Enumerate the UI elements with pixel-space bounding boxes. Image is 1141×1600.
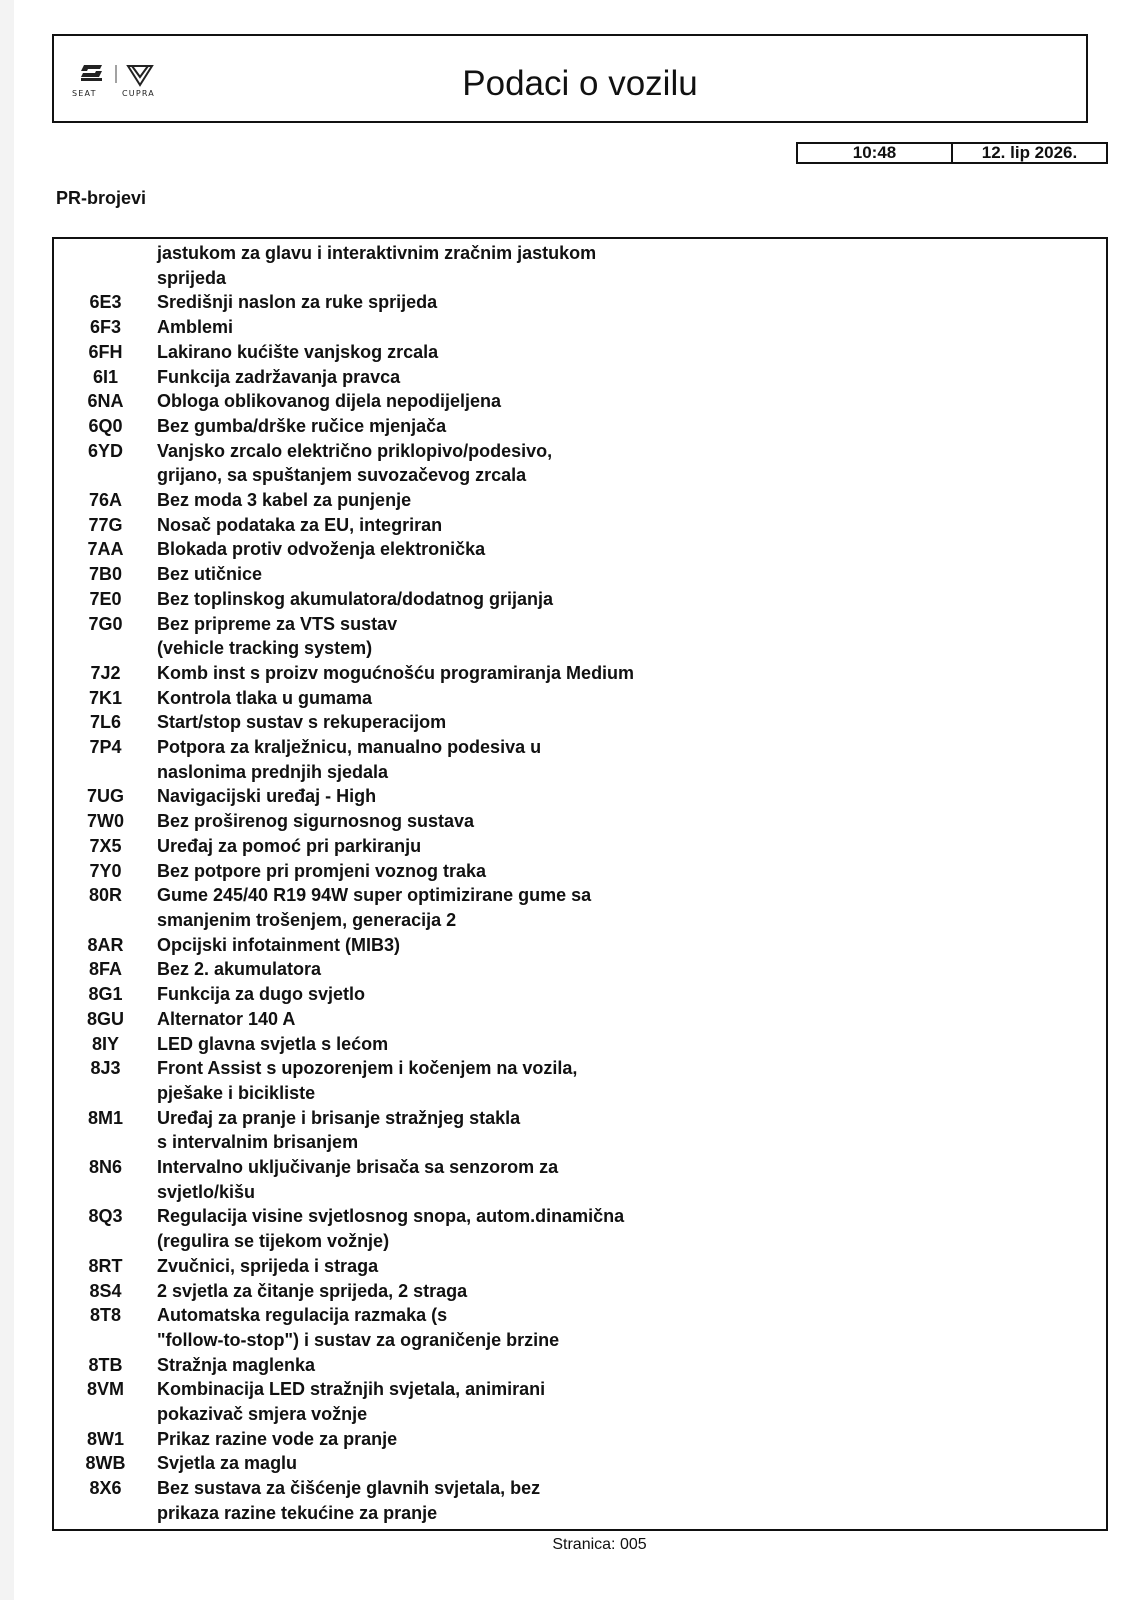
pr-description bbox=[157, 1279, 467, 1304]
description-line: Funkcija za dugo svjetlo bbox=[157, 984, 366, 1005]
description-line: Svjetla za maglu bbox=[157, 1453, 298, 1474]
table-row bbox=[54, 1254, 1106, 1279]
table-row bbox=[54, 1032, 1106, 1057]
table-row bbox=[54, 414, 1106, 439]
pr-description bbox=[157, 686, 372, 711]
description-line: Nosač podataka za EU, integriran bbox=[157, 514, 443, 535]
pr-code: 8GU bbox=[86, 1008, 124, 1029]
document-page bbox=[14, 0, 1141, 1600]
pr-code bbox=[54, 241, 157, 290]
description-line: (vehicle tracking system) bbox=[157, 638, 373, 659]
pr-code: 7K1 bbox=[88, 687, 123, 708]
pr-description bbox=[157, 957, 321, 982]
table-row bbox=[54, 859, 1106, 884]
pr-code: 8S4 bbox=[89, 1280, 122, 1301]
pr-code: 7AA bbox=[87, 539, 124, 560]
description-line: Amblemi bbox=[157, 317, 234, 338]
description-line: jastukom za glavu i interaktivnim zračnim jastukom bbox=[157, 243, 597, 263]
pr-code: 7UG bbox=[86, 786, 124, 807]
description-line: s intervalnim brisanjem bbox=[157, 1132, 359, 1153]
description-line: Bez utičnice bbox=[157, 564, 263, 585]
pr-description bbox=[157, 933, 400, 958]
pr-code: 8IY bbox=[91, 1033, 120, 1054]
table-row bbox=[54, 241, 1106, 290]
pr-code: 8FA bbox=[88, 959, 122, 980]
pr-code: 8X6 bbox=[89, 1478, 122, 1499]
description-line: Uređaj za pomoć pri parkiranju bbox=[157, 835, 422, 856]
description-line: Regulacija visine svjetlosnog snopa, autom.dinamična bbox=[157, 1206, 625, 1227]
pr-code: 7J2 bbox=[90, 662, 121, 683]
pr-code: 6F3 bbox=[89, 317, 122, 338]
table-row bbox=[54, 389, 1106, 414]
table-row bbox=[54, 710, 1106, 735]
date-value: 12. lip 2026. bbox=[981, 143, 1078, 162]
page-title: Podaci o vozilu bbox=[462, 64, 698, 103]
table-row bbox=[54, 439, 1106, 488]
pr-code: 8N6 bbox=[88, 1157, 123, 1178]
description-line: Bez moda 3 kabel za punjenje bbox=[157, 490, 412, 511]
description-line: Bez toplinskog akumulatora/dodatnog grijanja bbox=[157, 588, 554, 609]
pr-code: 8W1 bbox=[86, 1428, 124, 1449]
pr-code: 7P4 bbox=[89, 737, 122, 758]
pr-description bbox=[157, 315, 233, 340]
table-row bbox=[54, 982, 1106, 1007]
pr-description bbox=[157, 982, 365, 1007]
pr-code: 76A bbox=[88, 490, 123, 511]
section-label: PR-brojevi bbox=[56, 188, 147, 208]
seat-logo-text: SEAT bbox=[72, 89, 97, 98]
pr-description bbox=[157, 290, 437, 315]
table-row bbox=[54, 1353, 1106, 1378]
pr-description bbox=[157, 1032, 388, 1057]
table-row bbox=[54, 933, 1106, 958]
description-line: pokazivač smjera vožnje bbox=[157, 1404, 368, 1425]
pr-code: 8T8 bbox=[89, 1305, 122, 1326]
pr-code: 77G bbox=[88, 514, 123, 535]
description-line: Bez potpore pri promjeni voznog traka bbox=[157, 860, 487, 881]
description-line: Uređaj za pranje i brisanje stražnjeg stakla bbox=[157, 1107, 521, 1128]
description-line: sprijeda bbox=[157, 267, 227, 288]
pr-code: 7B0 bbox=[88, 564, 123, 585]
table-row bbox=[54, 513, 1106, 538]
pr-code: 6Q0 bbox=[88, 415, 123, 436]
description-line: naslonima prednjih sjedala bbox=[157, 761, 389, 782]
table-row bbox=[54, 587, 1106, 612]
description-line: LED glavna svjetla s lećom bbox=[157, 1033, 389, 1054]
table-row bbox=[54, 612, 1106, 661]
table-row bbox=[54, 784, 1106, 809]
description-line: pješake i bicikliste bbox=[157, 1082, 316, 1103]
table-row bbox=[54, 315, 1106, 340]
pr-code: 80R bbox=[88, 885, 123, 906]
description-line: Front Assist s upozorenjem i kočenjem na vozila, bbox=[157, 1058, 578, 1079]
pr-description bbox=[157, 661, 634, 686]
pr-code: 7Y0 bbox=[89, 860, 122, 881]
description-line: Blokada protiv odvoženja elektronička bbox=[157, 539, 486, 560]
description-line: Stražnja maglenka bbox=[157, 1354, 316, 1375]
description-line: Intervalno uključivanje brisača sa senzorom za bbox=[157, 1157, 559, 1178]
table-row bbox=[54, 957, 1106, 982]
pr-description bbox=[157, 562, 262, 587]
pr-description bbox=[157, 414, 446, 439]
description-line: Bez pripreme za VTS sustav bbox=[157, 613, 398, 634]
pr-description bbox=[157, 587, 553, 612]
pr-description bbox=[157, 1106, 520, 1155]
table-row bbox=[54, 735, 1106, 784]
pr-code: 8AR bbox=[87, 934, 124, 955]
description-line: Bez proširenog sigurnosnog sustava bbox=[157, 811, 475, 832]
table-row bbox=[54, 834, 1106, 859]
pr-description bbox=[157, 859, 486, 884]
pr-code: 8Q3 bbox=[88, 1206, 123, 1227]
pr-description bbox=[157, 834, 421, 859]
pr-description bbox=[157, 1476, 540, 1525]
pr-description bbox=[157, 488, 411, 513]
table-row bbox=[54, 537, 1106, 562]
pr-code: 7L6 bbox=[89, 712, 122, 733]
pr-description bbox=[157, 241, 596, 290]
description-line: (regulira se tijekom vožnje) bbox=[157, 1231, 390, 1252]
table-row bbox=[54, 1303, 1106, 1352]
pr-code: 8WB bbox=[85, 1453, 126, 1474]
pr-code: 8J3 bbox=[90, 1058, 121, 1079]
table-row bbox=[54, 290, 1106, 315]
table-row bbox=[54, 488, 1106, 513]
table-row bbox=[54, 1056, 1106, 1105]
table-row bbox=[54, 686, 1106, 711]
pr-code: 6E3 bbox=[89, 292, 122, 313]
pr-description bbox=[157, 1056, 577, 1105]
table-row bbox=[54, 1476, 1106, 1525]
description-line: Start/stop sustav s rekuperacijom bbox=[157, 712, 447, 733]
table-row bbox=[54, 1204, 1106, 1253]
description-line: grijano, sa spuštanjem suvozačevog zrcala bbox=[157, 465, 527, 486]
pr-description bbox=[157, 784, 376, 809]
pr-code: 6YD bbox=[87, 440, 123, 461]
pr-code: 7W0 bbox=[86, 811, 124, 832]
pr-description bbox=[157, 365, 400, 390]
description-line: Bez sustava za čišćenje glavnih svjetala, bez bbox=[157, 1478, 541, 1499]
timestamp-box bbox=[796, 142, 1108, 164]
pr-code: 8RT bbox=[88, 1255, 123, 1276]
pr-code: 7E0 bbox=[89, 588, 122, 609]
table-row bbox=[54, 1377, 1106, 1426]
table-row bbox=[54, 809, 1106, 834]
pr-description bbox=[157, 1427, 397, 1452]
pr-description bbox=[157, 439, 552, 488]
description-line: Navigacijski uređaj - High bbox=[157, 786, 377, 807]
time-value: 10:48 bbox=[798, 144, 953, 162]
description-line: smanjenim trošenjem, generacija 2 bbox=[157, 909, 457, 930]
description-line: Potpora za kralježnicu, manualno podesiva u bbox=[157, 737, 542, 758]
pr-description bbox=[157, 389, 501, 414]
table-row bbox=[54, 1155, 1106, 1204]
pr-description bbox=[157, 1377, 545, 1426]
pr-code: 7X5 bbox=[89, 835, 122, 856]
table-row bbox=[54, 883, 1106, 932]
header-box bbox=[52, 34, 1088, 123]
cupra-logo-text: CUPRA bbox=[122, 89, 155, 98]
description-line: Funkcija zadržavanja pravca bbox=[157, 366, 401, 387]
description-line: Bez 2. akumulatora bbox=[157, 959, 322, 980]
description-line: 2 svjetla za čitanje sprijeda, 2 straga bbox=[157, 1280, 468, 1301]
description-line: Kombinacija LED stražnjih svjetala, animirani bbox=[157, 1379, 546, 1400]
table-row bbox=[54, 562, 1106, 587]
pr-description bbox=[157, 1451, 297, 1476]
description-line: "follow-to-stop") i sustav za ograničenje brzine bbox=[157, 1329, 560, 1350]
pr-code: 6FH bbox=[88, 341, 123, 362]
description-line: Lakirano kućište vanjskog zrcala bbox=[157, 341, 439, 362]
pr-description bbox=[157, 883, 591, 932]
pr-description bbox=[157, 612, 397, 661]
description-line: svjetlo/kišu bbox=[157, 1181, 256, 1202]
table-row bbox=[54, 1007, 1106, 1032]
description-line: Zvučnici, sprijeda i straga bbox=[157, 1255, 379, 1276]
pr-description bbox=[157, 1303, 559, 1352]
pr-description bbox=[157, 1254, 378, 1279]
pr-description bbox=[157, 1204, 624, 1253]
description-line: Vanjsko zrcalo električno priklopivo/podesivo, bbox=[157, 440, 553, 461]
pr-description bbox=[157, 1353, 315, 1378]
pr-code: 8TB bbox=[88, 1354, 123, 1375]
description-line: Bez gumba/drške ručice mjenjača bbox=[157, 415, 447, 436]
description-line: Središnji naslon za ruke sprijeda bbox=[157, 292, 438, 313]
table-row bbox=[54, 661, 1106, 686]
description-line: prikaza razine tekućine za pranje bbox=[157, 1502, 438, 1523]
description-line: Opcijski infotainment (MIB3) bbox=[157, 934, 401, 955]
table-row bbox=[54, 1279, 1106, 1304]
description-line: Gume 245/40 R19 94W super optimizirane gume sa bbox=[157, 885, 592, 906]
table-row bbox=[54, 1106, 1106, 1155]
description-line: Kontrola tlaka u gumama bbox=[157, 687, 373, 708]
pr-description bbox=[157, 537, 485, 562]
description-line: Alternator 140 A bbox=[157, 1008, 296, 1029]
table-row bbox=[54, 1427, 1106, 1452]
pr-description bbox=[157, 809, 474, 834]
pr-code: 8M1 bbox=[87, 1107, 123, 1128]
pr-description bbox=[157, 1155, 558, 1204]
table-row bbox=[54, 1451, 1106, 1476]
description-line: Obloga oblikovanog dijela nepodijeljena bbox=[157, 391, 502, 412]
pr-code: 8VM bbox=[86, 1379, 124, 1400]
pr-code: 8G1 bbox=[88, 984, 123, 1005]
description-line: Prikaz razine vode za pranje bbox=[157, 1428, 398, 1449]
pr-code: 6I1 bbox=[92, 366, 119, 387]
table-row bbox=[54, 365, 1106, 390]
pr-description bbox=[157, 1007, 295, 1032]
pr-code: 7G0 bbox=[88, 613, 123, 634]
pr-numbers-table bbox=[52, 237, 1108, 1531]
pr-code: 6NA bbox=[87, 391, 124, 412]
pr-description bbox=[157, 340, 438, 365]
pr-description bbox=[157, 735, 541, 784]
page-number: Stranica: 005 bbox=[552, 1536, 647, 1553]
table-row bbox=[54, 340, 1106, 365]
description-line: Komb inst s proizv mogućnošću programiranja Medium bbox=[157, 662, 635, 683]
pr-description bbox=[157, 710, 446, 735]
pr-description bbox=[157, 513, 442, 538]
description-line: Automatska regulacija razmaka (s bbox=[157, 1305, 448, 1326]
